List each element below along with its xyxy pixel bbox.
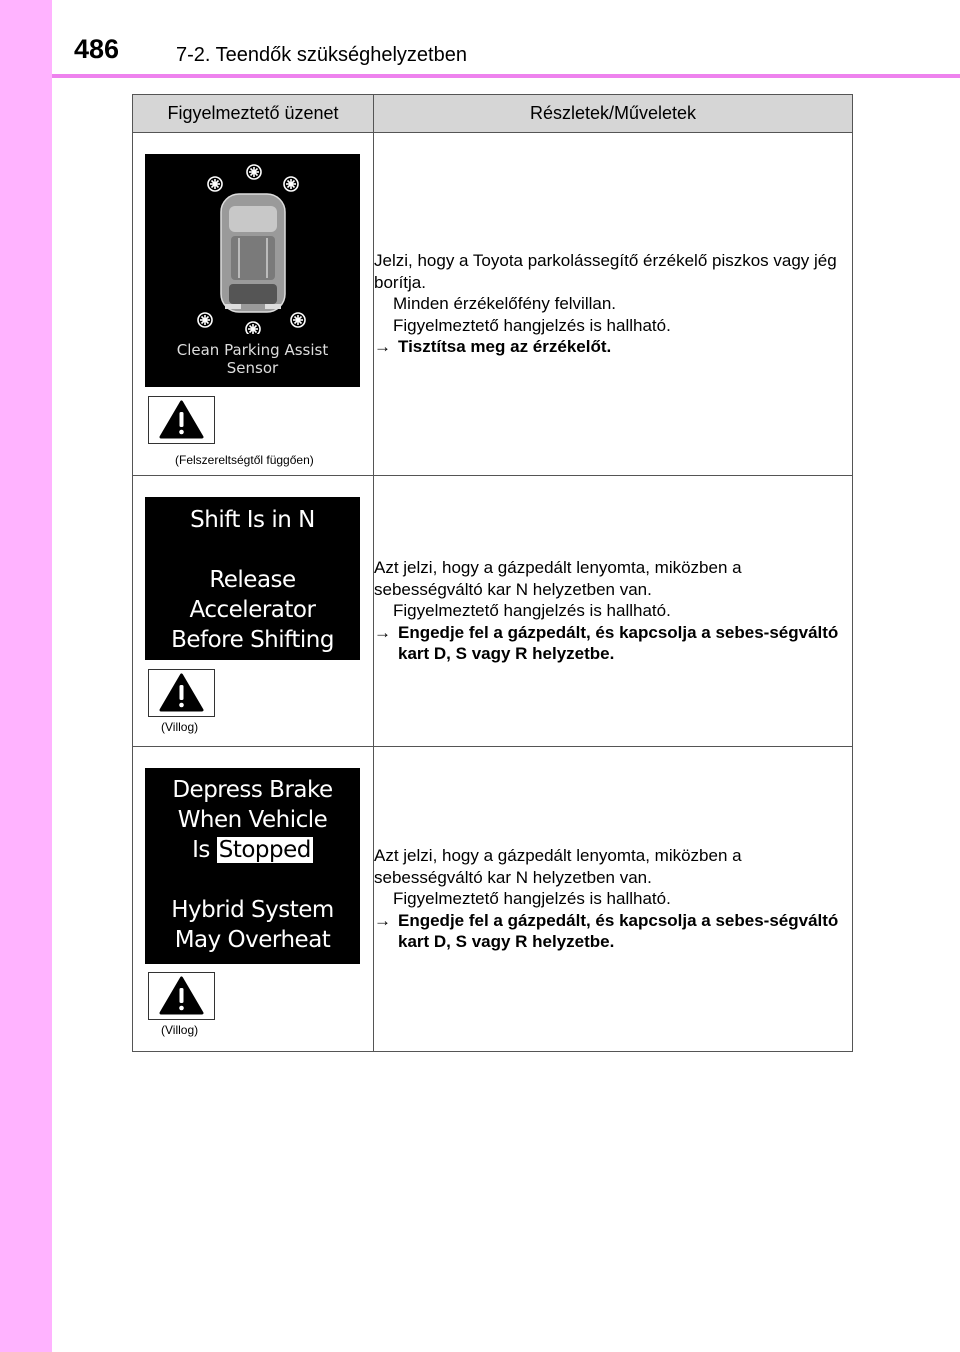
action-text: Tisztítsa meg az érzékelőt. (398, 337, 612, 357)
screen-text-line: May Overheat (174, 927, 331, 953)
display-screen-shift-in-n (145, 497, 360, 660)
details-note: Figyelmeztető hangjelzés is hallható. (393, 315, 671, 335)
details-action (374, 622, 852, 665)
arrow-right-icon: → (374, 910, 391, 930)
header-divider (52, 74, 960, 78)
master-warning-light (148, 669, 215, 717)
details-note: Figyelmeztető hangjelzés is hallható. (393, 601, 671, 621)
side-color-strip (0, 0, 52, 1352)
table-row (133, 476, 853, 747)
screen-text-line: Sensor (226, 359, 279, 377)
message-cell (133, 747, 374, 1052)
display-screen-clean-sensor (145, 154, 360, 387)
screen-text-line: Clean Parking Assist (176, 341, 329, 359)
display-screen-depress-brake (145, 768, 360, 964)
master-warning-light (148, 972, 215, 1020)
warning-triangle-icon (149, 973, 214, 1019)
master-warning-light (148, 396, 215, 444)
details-main-text: Jelzi, hogy a Toyota parkolássegítő érzékelő piszkos vagy jég borítja. (374, 251, 837, 292)
details-action (374, 336, 852, 358)
warning-message-table (132, 94, 853, 1052)
screen-text-line: Release (209, 567, 296, 593)
screen-text-line: Is (192, 837, 210, 863)
screen-text-line: Hybrid System (171, 897, 334, 923)
action-text: Engedje fel a gázpedált, és kapcsolja a sebes-ségváltó kart D, S vagy R helyzetbe. (398, 622, 839, 664)
details-main-text: Azt jelzi, hogy a gázpedált lenyomta, miközben a sebességváltó kar N helyzetben van. (374, 846, 742, 887)
screen-text-line: Shift Is in N (190, 507, 315, 533)
screen-text-line: Depress Brake (172, 777, 333, 803)
details-action (374, 910, 852, 953)
page-number: 486 (74, 34, 120, 64)
details-cell (374, 133, 853, 476)
table-row (133, 133, 853, 476)
action-text: Engedje fel a gázpedált, és kapcsolja a sebes-ségváltó kart D, S vagy R helyzetbe. (398, 910, 839, 952)
warning-triangle-icon (149, 670, 214, 716)
warning-triangle-icon (149, 397, 214, 443)
section-title: 7-2. Teendők szükséghelyzetben (176, 44, 467, 66)
details-note: Minden érzékelőfény felvillan. (393, 294, 617, 314)
table-row (133, 747, 853, 1052)
screen-highlight-word: Stopped (218, 837, 311, 863)
details-note: Figyelmeztető hangjelzés is hallható. (393, 889, 671, 909)
car-sensor-illustration (145, 154, 360, 334)
arrow-right-icon: → (374, 337, 391, 357)
screen-text-line: When Vehicle (177, 807, 328, 833)
message-cell (133, 133, 374, 476)
details-cell (374, 476, 853, 747)
indicator-caption: (Villog) (161, 1023, 199, 1037)
screen-text-line: Before Shifting (171, 627, 334, 653)
details-cell (374, 747, 853, 1052)
screen-text-line: Accelerator (189, 597, 316, 623)
table-header-row (133, 95, 853, 133)
column-header-details: Részletek/Műveletek (374, 95, 853, 133)
message-cell (133, 476, 374, 747)
indicator-caption: (Villog) (161, 720, 199, 734)
column-header-message: Figyelmeztető üzenet (133, 95, 374, 133)
details-main-text: Azt jelzi, hogy a gázpedált lenyomta, miközben a sebességváltó kar N helyzetben van. (374, 558, 742, 599)
arrow-right-icon: → (374, 622, 391, 642)
indicator-caption: (Felszereltségtől függően) (175, 453, 314, 467)
